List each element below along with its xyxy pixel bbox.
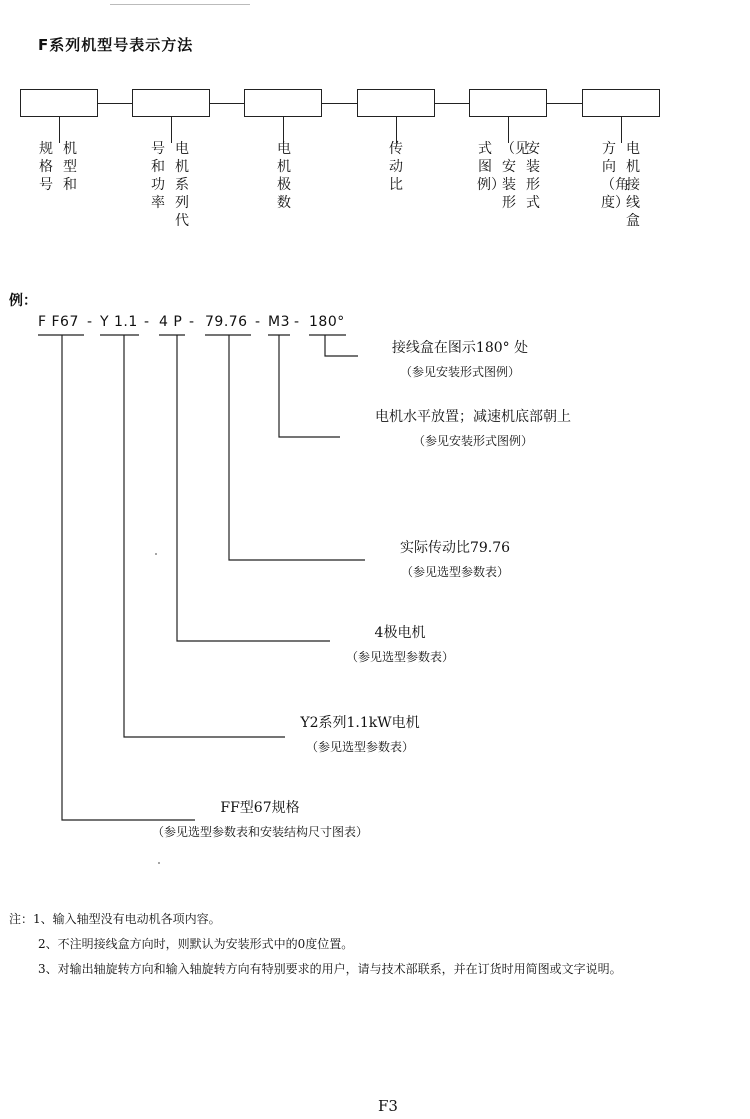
desc-sub: （参见安装形式图例） bbox=[399, 365, 520, 379]
code-part-model: F F67 bbox=[38, 314, 79, 330]
desc-main: FF型67规格 bbox=[220, 800, 300, 816]
code-part-ratio: 79.76 bbox=[205, 314, 248, 330]
column-label: 方向（角度） bbox=[601, 141, 629, 211]
desc-ratio bbox=[370, 537, 540, 580]
column-label: 电机极数 bbox=[277, 141, 291, 211]
column-label: 号和功率 bbox=[151, 141, 165, 211]
desc-main: 电机水平放置；减速机底部朝上 bbox=[375, 409, 571, 425]
note-1: 注：1、输入轴型没有电动机各项内容。 bbox=[9, 912, 221, 926]
desc-mounting bbox=[348, 406, 598, 449]
desc-sub: （参见选型参数表和安装结构尺寸图表） bbox=[151, 825, 368, 839]
page-number: F3 bbox=[378, 1097, 398, 1115]
column-label: 安装形式 bbox=[526, 141, 540, 211]
example-label: 例： bbox=[9, 293, 37, 309]
code-part-motor: Y 1.1 bbox=[100, 314, 138, 330]
code-separator: - bbox=[87, 314, 93, 330]
column-label: 电机系列代 bbox=[175, 141, 189, 229]
column-label: 规格号 bbox=[39, 141, 53, 193]
desc-angle bbox=[360, 337, 560, 380]
code-separator: - bbox=[294, 314, 300, 330]
note-3: 3、对输出轴旋转方向和输入轴旋转方向有特别要求的用户，请与技术部联系，并在订货时用简图或文字说明。 bbox=[38, 962, 622, 976]
code-part-mounting: M3 bbox=[268, 314, 290, 330]
leader-mounting bbox=[279, 335, 340, 437]
code-separator: - bbox=[189, 314, 195, 330]
desc-main: 4极电机 bbox=[374, 625, 426, 641]
desc-sub: （参见选型参数表） bbox=[400, 565, 509, 579]
column-label: 机型和 bbox=[63, 141, 77, 193]
desc-sub: （参见选型参数表） bbox=[305, 740, 414, 754]
column-label: 电机接线盒 bbox=[626, 141, 640, 229]
leader-angle bbox=[325, 335, 358, 356]
code-part-angle: 180° bbox=[309, 314, 345, 330]
desc-sub: （参见选型参数表） bbox=[345, 650, 454, 664]
scan-speck bbox=[158, 862, 160, 864]
note-2: 2、不注明接线盒方向时，则默认为安装形式中的0度位置。 bbox=[38, 937, 354, 951]
code-part-poles: 4 P bbox=[159, 314, 183, 330]
desc-main: 实际传动比79.76 bbox=[399, 540, 511, 556]
desc-main: Y2系列1.1kW电机 bbox=[300, 715, 420, 731]
leader-ratio bbox=[229, 335, 365, 560]
desc-sub: （参见安装形式图例） bbox=[412, 434, 533, 448]
section-title: F系列机型号表示方法 bbox=[38, 36, 194, 54]
code-separator: - bbox=[144, 314, 150, 330]
desc-motor bbox=[285, 712, 435, 755]
desc-model bbox=[120, 797, 400, 840]
desc-poles bbox=[325, 622, 475, 665]
leader-motor bbox=[124, 335, 285, 737]
scan-speck bbox=[155, 553, 157, 555]
leader-model bbox=[62, 335, 195, 820]
leader-poles bbox=[177, 335, 330, 641]
code-separator: - bbox=[255, 314, 261, 330]
column-label: 传动比 bbox=[389, 141, 403, 193]
desc-main: 接线盒在图示180° 处 bbox=[391, 340, 529, 356]
column-label: 式图例） bbox=[477, 141, 505, 193]
column-label: （见安装形 bbox=[501, 141, 529, 211]
